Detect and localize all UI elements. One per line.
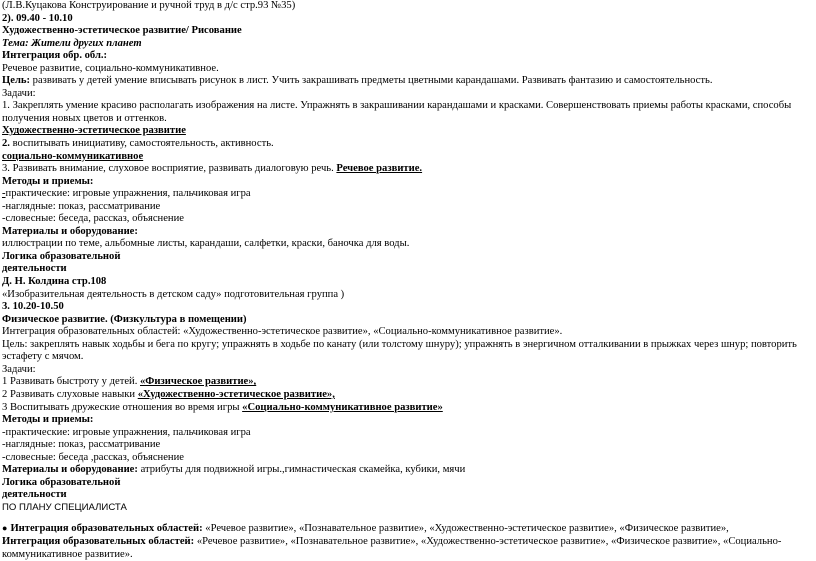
- pe-method-verbal: -словесные: беседа ,рассказ, объяснение: [2, 451, 184, 463]
- tasks-label: Задачи:: [2, 87, 36, 99]
- pe-materials: Материалы и оборудование: атрибуты для подвижной игры.,гимнастическая скамейка, кубики, мячи: [2, 464, 466, 476]
- methods-label: Методы и приемы:: [2, 175, 94, 187]
- materials-text: иллюстрации по теме, альбомные листы, карандаши, салфетки, краски, баночка для воды.: [2, 238, 410, 250]
- task-3: 3. Развивать внимание, слуховое восприятие, развивать диалоговую речь. Речевое развитие.: [2, 163, 423, 175]
- pe-task-2: 2 Развивать слуховые навыки «Художественно-эстетическое развитие»,: [2, 388, 335, 400]
- integration-final: Интеграция образовательных областей: «Речевое развитие», «Познавательное развитие», «Художественно-эстетическое развитие», «Физическое развитие», «Социально-коммуникативное развитие».: [2, 535, 782, 560]
- pe-logic-label-1: Логика образовательной: [2, 476, 121, 488]
- area-social: социально-коммуникативное: [2, 150, 144, 162]
- book-title: «Изобразительная деятельность в детском саду» подготовительная группа ): [2, 288, 345, 300]
- pe-method-visual: -наглядные: показ, рассматривание: [2, 439, 161, 451]
- task-2: 2. воспитывать инициативу, самостоятельность, активность.: [2, 138, 274, 150]
- logic-label-2: деятельности: [2, 263, 67, 275]
- bullet-icon: ●: [2, 523, 8, 534]
- method-visual: -наглядные: показ, рассматривание: [2, 200, 161, 212]
- spacer: [2, 514, 810, 522]
- document-page: [2, 0, 810, 561]
- source-reference: (Л.В.Куцакова Конструирование и ручной труд в д/с стр.93 №35): [2, 0, 296, 11]
- materials-label: Материалы и оборудование:: [2, 225, 138, 237]
- pe-heading: Физическое развитие. (Физкультура в помещении): [2, 313, 247, 325]
- pe-task-3: 3 Воспитывать дружеские отношения во время игры «Социально-коммуникативное развитие»: [2, 401, 443, 413]
- pe-tasks-label: Задачи:: [2, 363, 36, 375]
- session-3-time: 3. 10.20-10.50: [2, 301, 64, 313]
- book-reference: Д. Н. Колдина стр.108: [2, 276, 107, 288]
- pe-goal: Цель: закреплять навык ходьбы и бега по кругу; упражнять в ходьбе по канату (или толстому шнуру); упражнять в энергичном отталкивании в прыжках через шнур; повторить эстафету с мячом.: [2, 338, 797, 363]
- pe-task-1: 1 Развивать быстроту у детей. «Физическое развитие»,: [2, 376, 257, 388]
- pe-integration: Интеграция образовательных областей: «Художественно-эстетическое развитие», «Социально-коммуникативное развитие».: [2, 326, 563, 338]
- session-time: 2). 09.40 - 10.10: [2, 12, 73, 24]
- integration-bullet: ● Интеграция образовательных областей: «Речевое развитие», «Познавательное развитие», «Художественно-эстетическое развитие», «Физическое развитие»,: [2, 523, 729, 535]
- method-verbal: -словесные: беседа, рассказ, объяснение: [2, 213, 184, 225]
- integration-text: Речевое развитие, социально-коммуникативное.: [2, 62, 219, 74]
- pe-logic-label-2: деятельности: [2, 489, 67, 501]
- topic: Тема: Жители других планет: [2, 37, 142, 49]
- section-heading: Художественно-эстетическое развитие/ Рисование: [2, 25, 242, 37]
- method-practical: -практические: игровые упражнения, пальчиковая игра: [2, 188, 251, 200]
- specialist-plan: ПО ПЛАНУ СПЕЦИАЛИСТА: [2, 501, 127, 513]
- goal: Цель: развивать у детей умение вписывать рисунок в лист. Учить закрашивать предметы цветными карандашами. Развивать фантазию и самостоятельность.: [2, 75, 713, 87]
- area-art: Художественно-эстетическое развитие: [2, 125, 186, 137]
- integration-label: Интеграция обр. обл.:: [2, 50, 108, 62]
- pe-methods-label: Методы и приемы:: [2, 414, 94, 426]
- pe-method-practical: -практические: игровые упражнения, пальчиковая игра: [2, 426, 251, 438]
- task-1: 1. Закреплять умение красиво располагать изображения на листе. Упражнять в закрашивании карандашами и красками. Совершенствовать приемы работы красками, способы получения новых цветов и оттенков.: [2, 100, 792, 124]
- logic-label-1: Логика образовательной: [2, 250, 121, 262]
